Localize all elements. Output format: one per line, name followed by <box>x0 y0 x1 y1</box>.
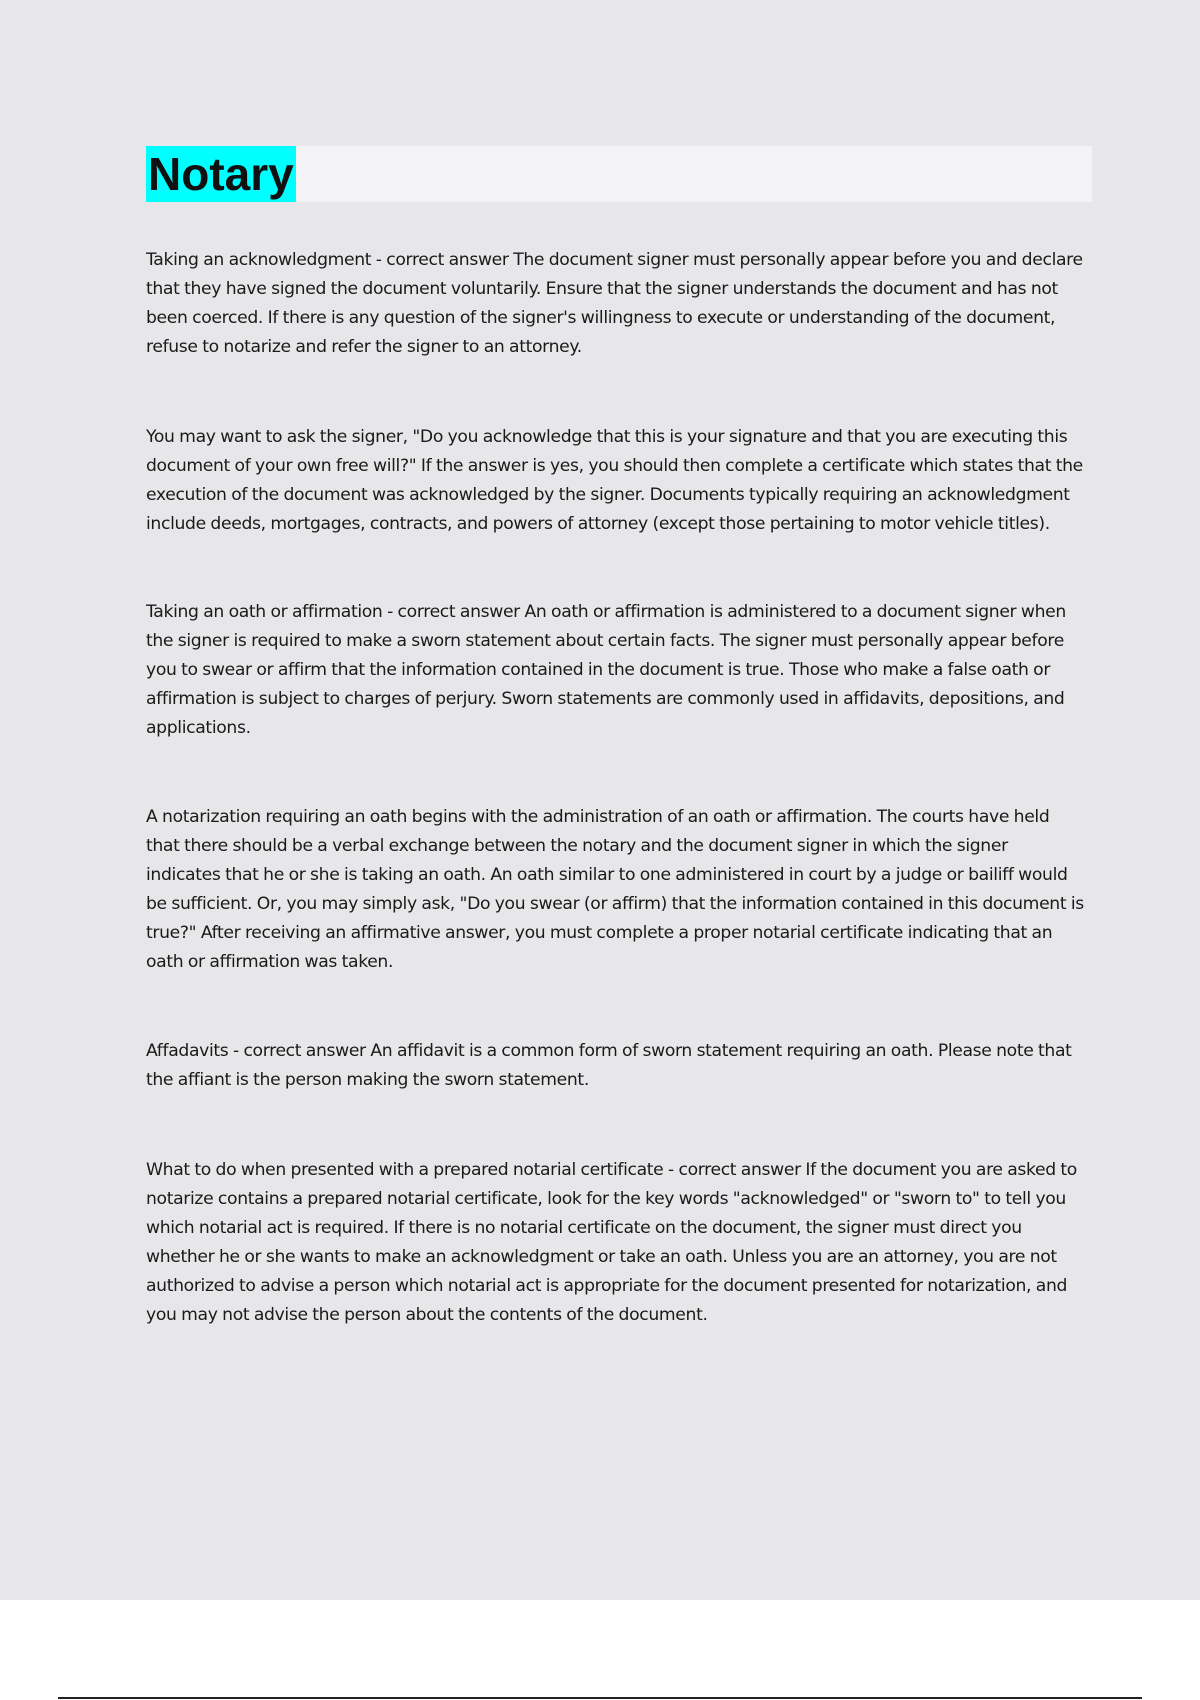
paragraph-acknowledgment-question: You may want to ask the signer, "Do you acknowledge that this is your signature and that you are executing this document of your own free will?" If the answer is yes, you should then complete a certificate which states that the execution of the document was acknowledged by the signer. Documents typically requiring an acknowledgment include deeds, mortgages, contracts, and powers of attorney (except those pertaining to motor vehicle titles). <box>146 427 1083 534</box>
paragraph-affidavits: Affadavits - correct answer An affidavit is a common form of sworn statement requiring an oath. Please note that the affiant is the person making the sworn statement. <box>146 1041 1072 1090</box>
page-title: Notary <box>148 148 294 200</box>
footer-divider <box>58 1697 1142 1699</box>
paragraph-prepared-certificate: What to do when presented with a prepared notarial certificate - correct answer If the document you are asked to notarize contains a prepared notarial certificate, look for the key words "acknowledged" or "sworn to" to tell you which notarial act is required. If there is no notarial certificate on the document, the signer must direct you whether he or she wants to make an acknowledgment or take an oath. Unless you are an attorney, you are not authorized to advise a person which notarial act is appropriate for the document presented for notarization, and you may not advise the person about the contents of the document. <box>146 1160 1077 1325</box>
paragraph-oath-affirmation: Taking an oath or affirmation - correct answer An oath or affirmation is administered to a document signer when the signer is required to make a sworn statement about certain facts. The signer must personally appear before you to swear or affirm that the information contained in the document is true. Those who make a false oath or affirmation is subject to charges of perjury. Sworn statements are commonly used in affidavits, depositions, and applications. <box>146 602 1066 738</box>
paragraph-oath-notarization: A notarization requiring an oath begins with the administration of an oath or affirmation. The courts have held that there should be a verbal exchange between the notary and the document signer in which the signer indicates that he or she is taking an oath. An oath similar to one administered in court by a judge or bailiff would be sufficient. Or, you may simply ask, "Do you swear (or affirm) that the information contained in this document is true?" After receiving an affirmative answer, you must complete a proper notarial certificate indicating that an oath or affirmation was taken. <box>146 807 1084 972</box>
document-body <box>146 246 1086 1330</box>
paragraph-acknowledgment: Taking an acknowledgment - correct answer The document signer must personally appear before you and declare that they have signed the document voluntarily. Ensure that the signer understands the document and has not been coerced. If there is any question of the signer's willingness to execute or understanding of the document, refuse to notarize and refer the signer to an attorney. <box>146 250 1083 357</box>
